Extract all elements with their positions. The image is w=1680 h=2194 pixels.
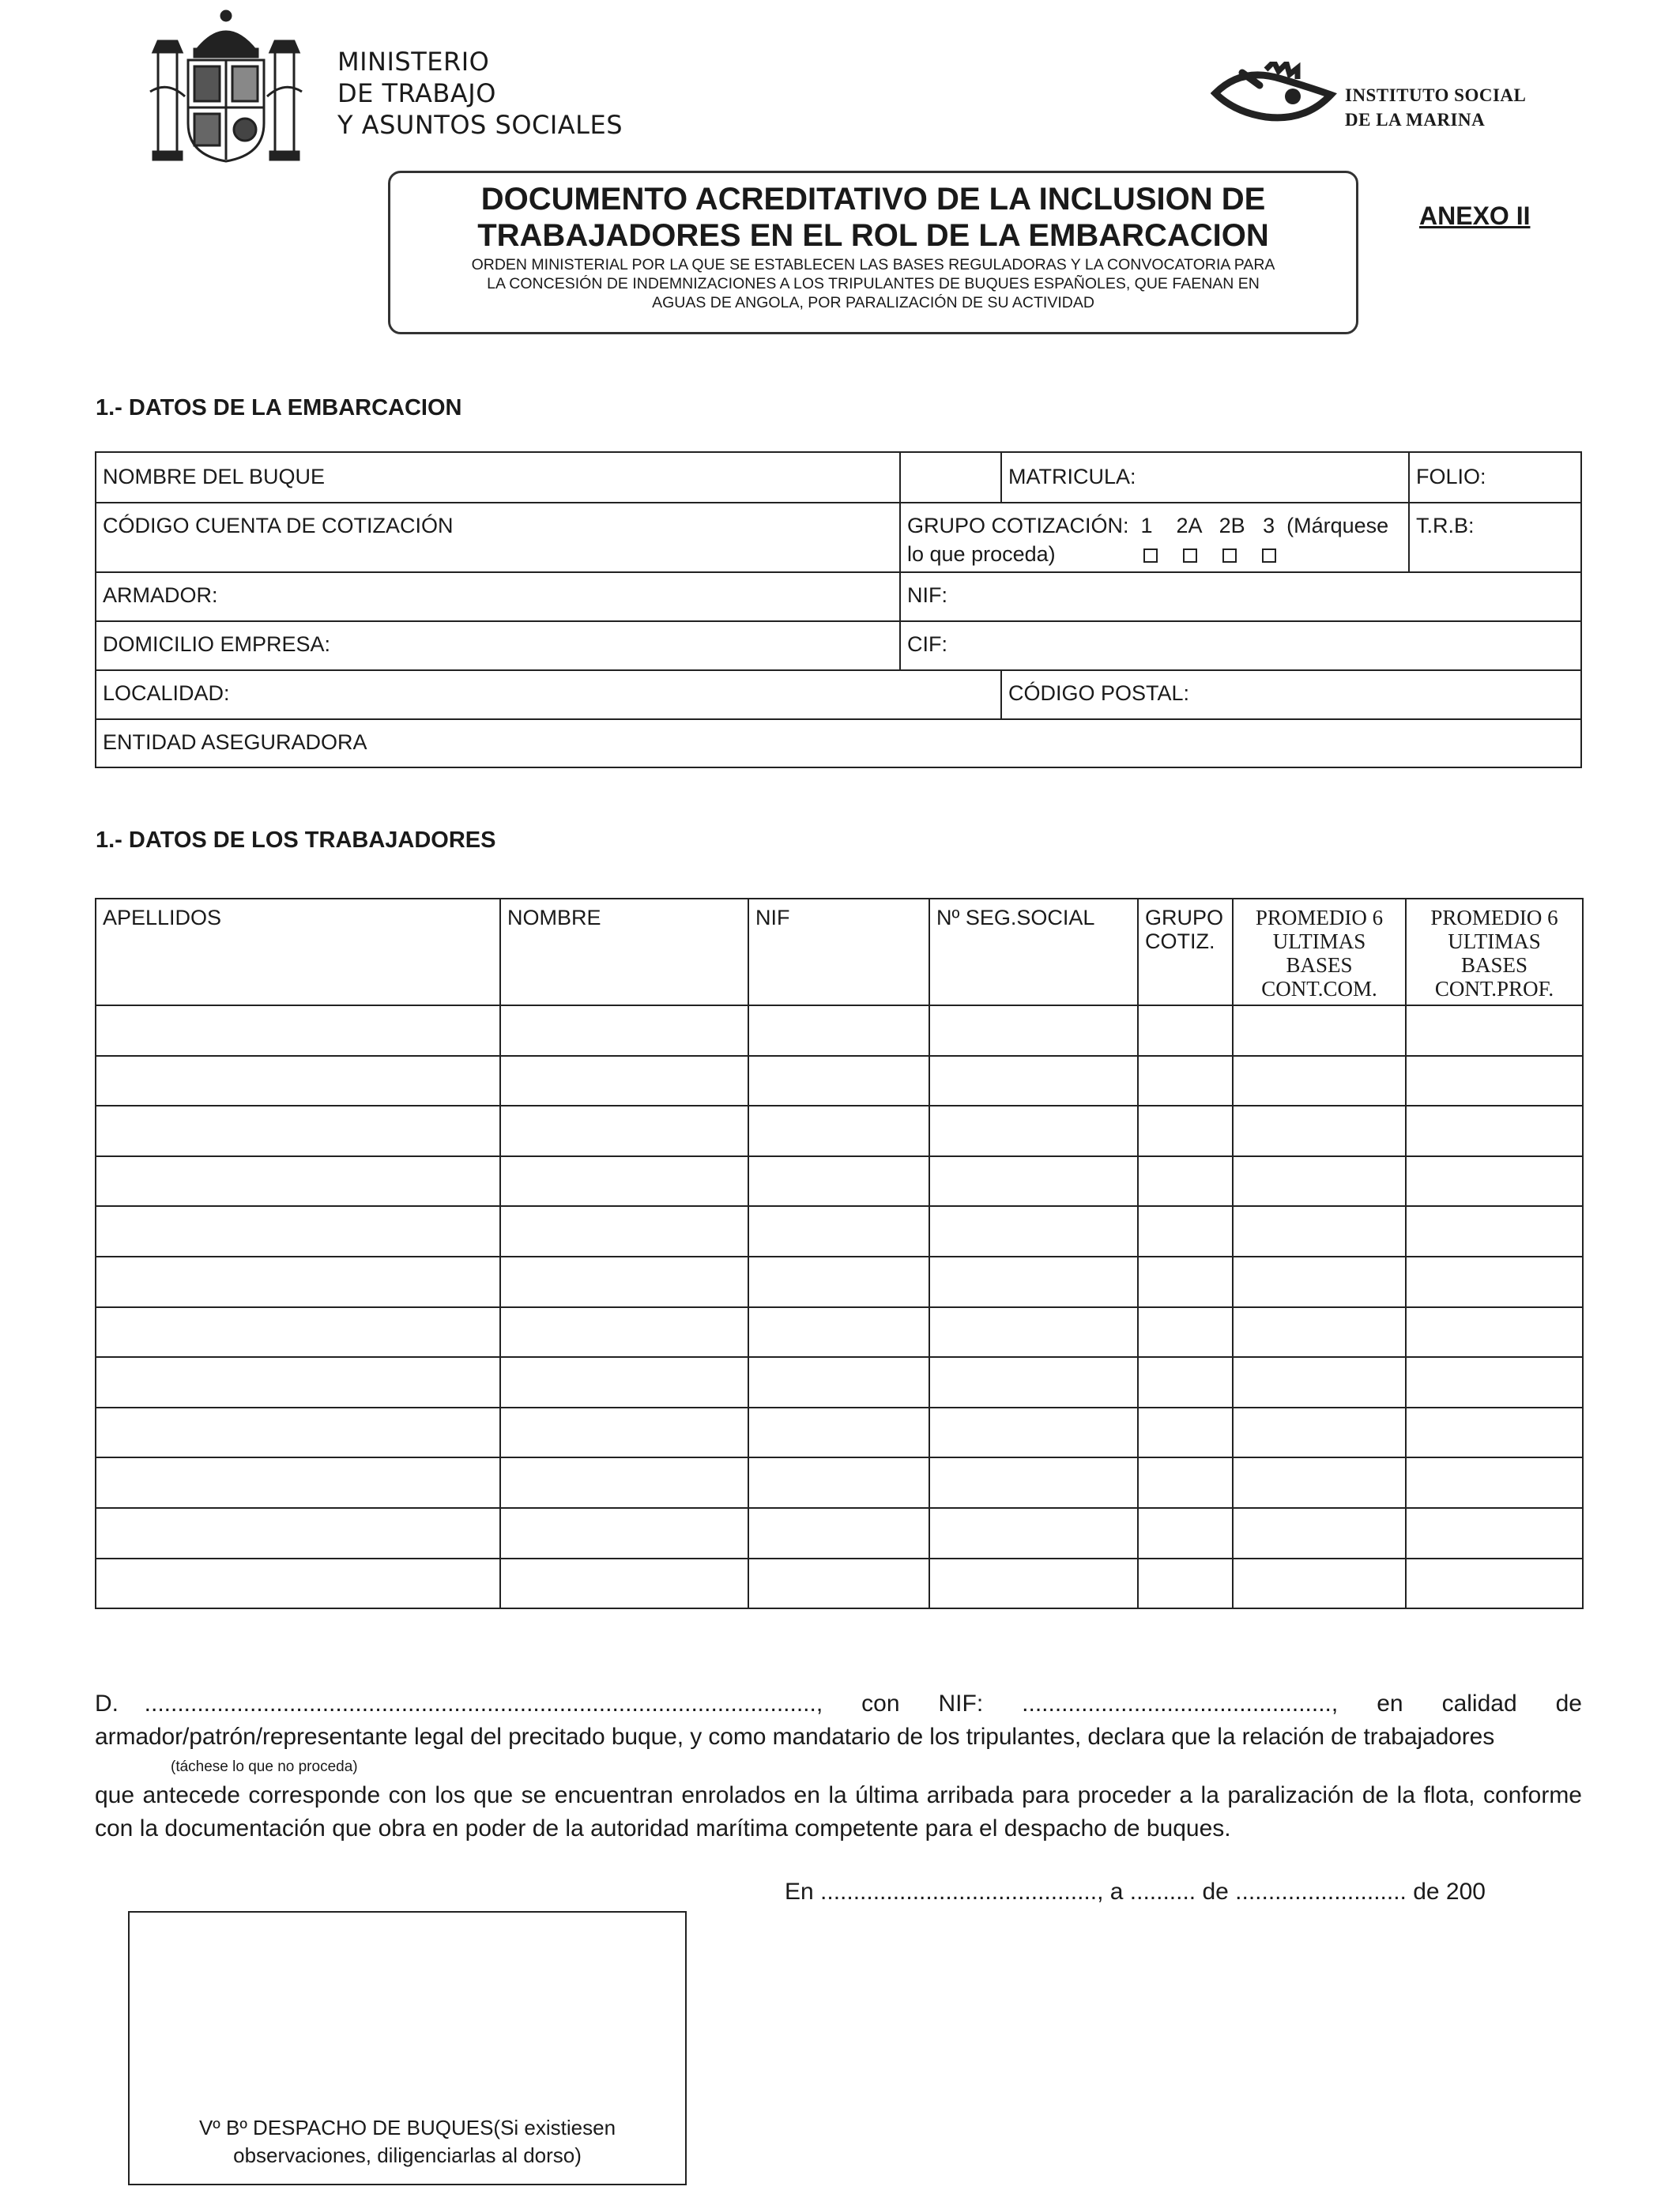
cell-apellidos[interactable] <box>96 1156 500 1207</box>
cell-nif[interactable] <box>748 1257 929 1307</box>
checkbox-grupo-3[interactable] <box>1262 548 1276 563</box>
document-title <box>390 181 1356 254</box>
declaration-text <box>95 1687 1582 1845</box>
ministry-line-2: DE TRABAJO <box>337 78 496 108</box>
domicilio-field[interactable]: DOMICILIO EMPRESA: <box>103 632 331 656</box>
grupo-cotizacion-label: GRUPO COTIZACIÓN: 1 2A 2B 3 (Márquese <box>907 514 1389 537</box>
cell-grupo-cotiz[interactable] <box>1138 1357 1233 1408</box>
section-vessel-title: 1.- DATOS DE LA EMBARCACION <box>96 395 462 420</box>
table-row <box>96 1508 1583 1559</box>
col-promedio-com <box>1233 899 1406 1005</box>
cell-promedio-com[interactable] <box>1233 1408 1406 1458</box>
cell-promedio-prof[interactable] <box>1406 1357 1583 1408</box>
entidad-aseguradora-field[interactable]: ENTIDAD ASEGURADORA <box>103 730 367 754</box>
table-row <box>96 1559 1583 1609</box>
ministry-line-1: MINISTERIO <box>337 47 490 77</box>
title-line-1: DOCUMENTO ACREDITATIVO DE LA INCLUSION DE <box>480 182 1266 217</box>
cell-grupo-cotiz[interactable] <box>1138 1206 1233 1257</box>
table-row <box>96 1457 1583 1508</box>
col-grupo-cotiz <box>1138 899 1233 1005</box>
cell-apellidos[interactable] <box>96 1206 500 1257</box>
cell-seg-social[interactable] <box>929 1156 1138 1207</box>
coat-of-arms-icon <box>149 5 303 168</box>
cell-nif[interactable] <box>748 1508 929 1559</box>
cell-apellidos[interactable] <box>96 1106 500 1156</box>
checkbox-grupo-2b[interactable] <box>1222 548 1237 563</box>
cell-promedio-prof[interactable] <box>1406 1408 1583 1458</box>
cell-promedio-prof[interactable] <box>1406 1156 1583 1207</box>
table-row <box>96 1357 1583 1408</box>
col-nif: NIF <box>748 899 929 1005</box>
cell-nif[interactable] <box>748 1156 929 1207</box>
cell-nombre[interactable] <box>500 1056 748 1106</box>
ministry-name <box>337 46 623 141</box>
cell-promedio-com[interactable] <box>1233 1257 1406 1307</box>
cell-promedio-com[interactable] <box>1233 1005 1406 1056</box>
col-apellidos: APELLIDOS <box>96 899 500 1005</box>
col-promedio-prof <box>1406 899 1583 1005</box>
grupo-cotizacion-field <box>901 507 1407 573</box>
cell-grupo-cotiz[interactable] <box>1138 1106 1233 1156</box>
visto-bueno-line-2: observaciones, diligenciarlas al dorso) <box>233 2143 582 2167</box>
cell-seg-social[interactable] <box>929 1457 1138 1508</box>
nif-field[interactable]: NIF: <box>907 583 947 607</box>
visto-bueno-label <box>130 2114 685 2169</box>
cell-nif[interactable] <box>748 1005 929 1056</box>
table-row <box>96 1156 1583 1207</box>
cell-promedio-prof[interactable] <box>1406 1559 1583 1609</box>
localidad-field[interactable]: LOCALIDAD: <box>103 681 230 705</box>
declaration-note: (táchese lo que no proceda) <box>171 1759 358 1775</box>
nombre-buque-field[interactable]: NOMBRE DEL BUQUE <box>103 465 326 488</box>
col-prof-line-2: ULTIMAS <box>1448 929 1541 953</box>
cell-nombre[interactable] <box>500 1106 748 1156</box>
annex-label: ANEXO II <box>1419 202 1531 230</box>
col-com-line-2: ULTIMAS <box>1272 929 1366 953</box>
codigo-cuenta-field[interactable]: CÓDIGO CUENTA DE COTIZACIÓN <box>103 514 454 537</box>
cell-apellidos[interactable] <box>96 1508 500 1559</box>
table-row <box>96 1307 1583 1358</box>
visto-bueno-box[interactable] <box>128 1911 687 2185</box>
cell-apellidos[interactable] <box>96 1056 500 1106</box>
cell-seg-social[interactable] <box>929 1357 1138 1408</box>
cell-nombre[interactable] <box>500 1156 748 1207</box>
cell-nombre[interactable] <box>500 1257 748 1307</box>
document-title-box <box>388 171 1358 334</box>
cell-grupo-cotiz[interactable] <box>1138 1005 1233 1056</box>
cell-grupo-cotiz[interactable] <box>1138 1156 1233 1207</box>
checkbox-grupo-1[interactable] <box>1143 548 1158 563</box>
col-prof-line-4: CONT.PROF. <box>1434 977 1554 1001</box>
vessel-data-table <box>95 451 1582 768</box>
matricula-field[interactable]: MATRICULA: <box>1008 465 1136 488</box>
cell-seg-social[interactable] <box>929 1056 1138 1106</box>
cell-apellidos[interactable] <box>96 1457 500 1508</box>
cell-promedio-com[interactable] <box>1233 1559 1406 1609</box>
cell-nif[interactable] <box>748 1206 929 1257</box>
col-prof-line-3: BASES <box>1460 953 1528 977</box>
institute-name <box>1345 83 1526 132</box>
cell-promedio-com[interactable] <box>1233 1508 1406 1559</box>
cell-promedio-prof[interactable] <box>1406 1056 1583 1106</box>
cell-grupo-cotiz[interactable] <box>1138 1408 1233 1458</box>
codigo-postal-field[interactable]: CÓDIGO POSTAL: <box>1008 681 1190 705</box>
cell-grupo-cotiz[interactable] <box>1138 1457 1233 1508</box>
institute-logo-icon <box>1211 62 1337 125</box>
cell-grupo-cotiz[interactable] <box>1138 1056 1233 1106</box>
table-row <box>96 1257 1583 1307</box>
cell-nombre[interactable] <box>500 1005 748 1056</box>
cell-seg-social[interactable] <box>929 1106 1138 1156</box>
cell-apellidos[interactable] <box>96 1005 500 1056</box>
armador-field[interactable]: ARMADOR: <box>103 583 218 607</box>
ministry-line-3: Y ASUNTOS SOCIALES <box>337 110 623 140</box>
cell-promedio-prof[interactable] <box>1406 1106 1583 1156</box>
col-grupo-line-1: GRUPO <box>1145 906 1224 929</box>
cell-promedio-prof[interactable] <box>1406 1206 1583 1257</box>
cell-nif[interactable] <box>748 1106 929 1156</box>
visto-bueno-line-1: Vº Bº DESPACHO DE BUQUES(Si existiesen <box>198 2116 616 2139</box>
col-grupo-line-2: COTIZ. <box>1145 929 1215 953</box>
cell-seg-social[interactable] <box>929 1508 1138 1559</box>
col-nombre: NOMBRE <box>500 899 748 1005</box>
cell-nombre[interactable] <box>500 1508 748 1559</box>
cell-nif[interactable] <box>748 1357 929 1408</box>
table-row <box>96 1106 1583 1156</box>
checkbox-grupo-2a[interactable] <box>1183 548 1197 563</box>
cell-nif[interactable] <box>748 1307 929 1358</box>
cell-nombre[interactable] <box>500 1408 748 1458</box>
cell-promedio-com[interactable] <box>1233 1156 1406 1207</box>
document-subtitle <box>390 255 1356 312</box>
cell-apellidos[interactable] <box>96 1257 500 1307</box>
subtitle-line-1: ORDEN MINISTERIAL POR LA QUE SE ESTABLECEN LAS BASES REGULADORAS Y LA CONVOCATORIA PARA <box>471 256 1275 273</box>
cell-nombre[interactable] <box>500 1206 748 1257</box>
workers-table <box>95 898 1584 1609</box>
cell-nif[interactable] <box>748 1559 929 1609</box>
subtitle-line-3: AGUAS DE ANGOLA, POR PARALIZACIÓN DE SU ACTIVIDAD <box>652 294 1094 311</box>
subtitle-line-2: LA CONCESIÓN DE INDEMNIZACIONES A LOS TRIPULANTES DE BUQUES ESPAÑOLES, QUE FAENAN EN <box>487 275 1260 292</box>
cell-seg-social[interactable] <box>929 1408 1138 1458</box>
grupo-checkboxes <box>1143 540 1276 568</box>
trb-field[interactable]: T.R.B: <box>1416 514 1475 537</box>
institute-line-2: DE LA MARINA <box>1345 110 1486 130</box>
folio-field[interactable]: FOLIO: <box>1416 465 1486 488</box>
cell-promedio-com[interactable] <box>1233 1206 1406 1257</box>
cell-promedio-prof[interactable] <box>1406 1005 1583 1056</box>
table-row <box>96 1206 1583 1257</box>
cell-nombre[interactable] <box>500 1457 748 1508</box>
cell-promedio-prof[interactable] <box>1406 1457 1583 1508</box>
cell-apellidos[interactable] <box>96 1357 500 1408</box>
cell-nombre[interactable] <box>500 1307 748 1358</box>
cell-seg-social[interactable] <box>929 1257 1138 1307</box>
cell-promedio-prof[interactable] <box>1406 1257 1583 1307</box>
cell-seg-social[interactable] <box>929 1307 1138 1358</box>
workers-body <box>96 1005 1583 1608</box>
col-com-line-3: BASES <box>1286 953 1353 977</box>
cif-field[interactable]: CIF: <box>907 632 947 656</box>
cell-promedio-prof[interactable] <box>1406 1508 1583 1559</box>
cell-promedio-prof[interactable] <box>1406 1307 1583 1358</box>
table-row <box>96 1005 1583 1056</box>
cell-apellidos[interactable] <box>96 1307 500 1358</box>
col-com-line-4: CONT.COM. <box>1261 977 1377 1001</box>
declaration-paragraph-2: que antecede corresponde con los que se encuentran enrolados en la última arribada para proceder a la paralización de la flota, conforme con la documentación que obra en poder de la autoridad marítima competente para el despacho de buques. <box>95 1782 1582 1842</box>
cell-promedio-com[interactable] <box>1233 1056 1406 1106</box>
table-row <box>96 1408 1583 1458</box>
table-row <box>96 1056 1583 1106</box>
cell-seg-social[interactable] <box>929 1206 1138 1257</box>
cell-promedio-com[interactable] <box>1233 1357 1406 1408</box>
declaration-line-1: D. ......................................................................................................, con NIF: ..............................................., en calidad de <box>95 1691 1582 1717</box>
cell-seg-social[interactable] <box>929 1559 1138 1609</box>
cell-apellidos[interactable] <box>96 1559 500 1609</box>
grupo-cotizacion-hint-text: lo que proceda) <box>907 542 1056 566</box>
cell-nombre[interactable] <box>500 1357 748 1408</box>
cell-nif[interactable] <box>748 1408 929 1458</box>
cell-promedio-com[interactable] <box>1233 1457 1406 1508</box>
cell-promedio-com[interactable] <box>1233 1106 1406 1156</box>
declaration-line-2: armador/patrón/representante legal del precitado buque, y como mandatario de los tripulantes, declara que la relación de trabajadores <box>95 1724 1495 1750</box>
cell-nif[interactable] <box>748 1056 929 1106</box>
cell-nombre[interactable] <box>500 1559 748 1609</box>
cell-promedio-com[interactable] <box>1233 1307 1406 1358</box>
col-prof-line-1: PROMEDIO 6 <box>1430 906 1558 929</box>
institute-line-1: INSTITUTO SOCIAL <box>1345 85 1527 105</box>
cell-grupo-cotiz[interactable] <box>1138 1508 1233 1559</box>
workers-header-row <box>96 899 1583 1005</box>
title-line-2: TRABAJADORES EN EL ROL DE LA EMBARCACION <box>477 218 1269 253</box>
cell-grupo-cotiz[interactable] <box>1138 1559 1233 1609</box>
cell-grupo-cotiz[interactable] <box>1138 1257 1233 1307</box>
col-com-line-1: PROMEDIO 6 <box>1255 906 1384 929</box>
date-place-line[interactable]: En .........................................., a .......... de .......................... de 200 <box>785 1879 1486 1905</box>
grupo-cotizacion-hint <box>907 540 1403 568</box>
cell-nif[interactable] <box>748 1457 929 1508</box>
cell-seg-social[interactable] <box>929 1005 1138 1056</box>
col-seg-social: Nº SEG.SOCIAL <box>929 899 1138 1005</box>
section-workers-title: 1.- DATOS DE LOS TRABAJADORES <box>96 827 496 853</box>
cell-grupo-cotiz[interactable] <box>1138 1307 1233 1358</box>
cell-apellidos[interactable] <box>96 1408 500 1458</box>
